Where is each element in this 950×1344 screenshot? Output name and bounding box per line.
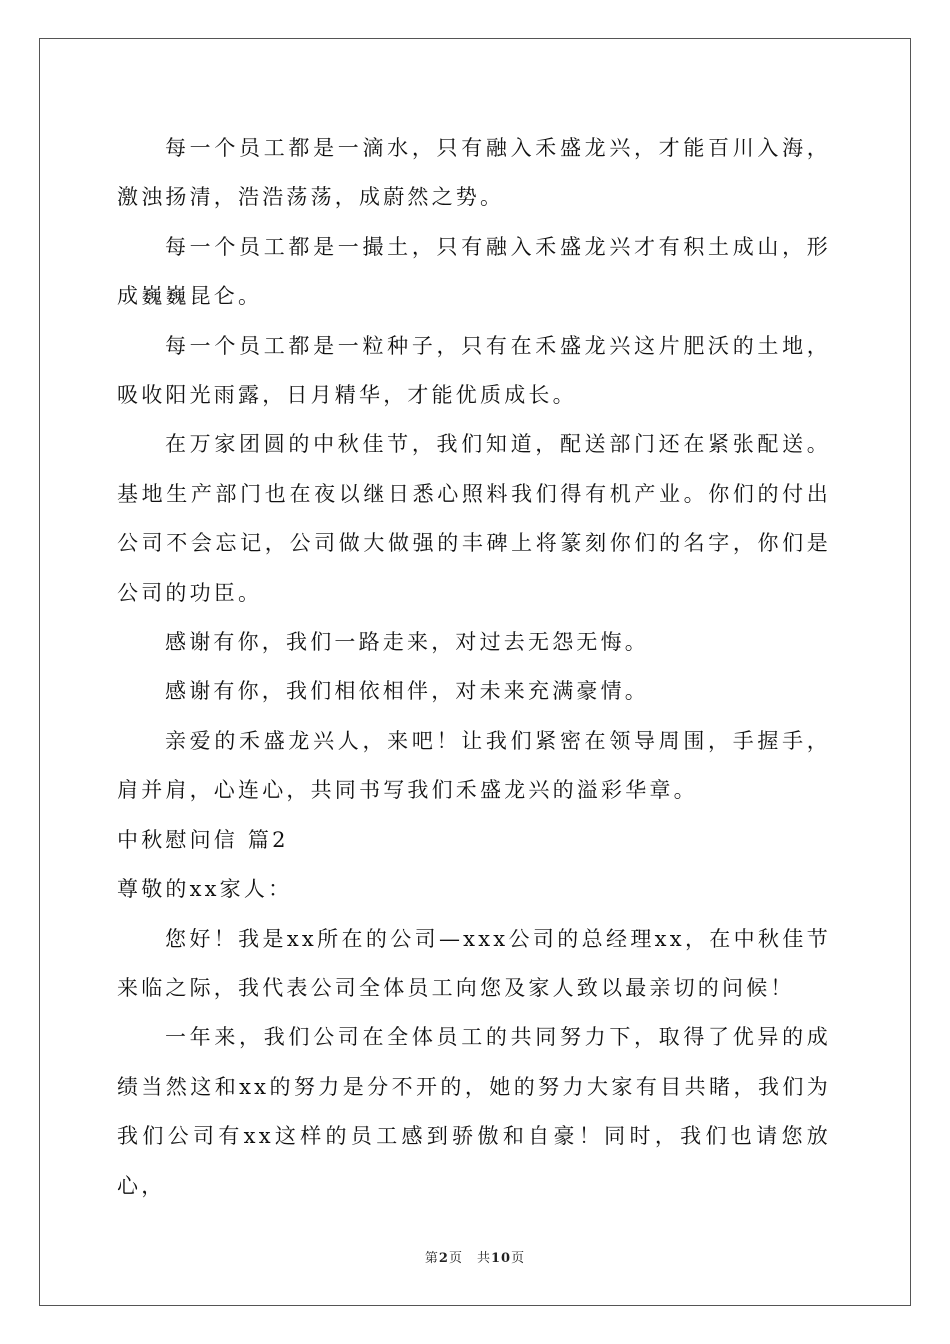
paragraph: 每一个员工都是一撮土，只有融入禾盛龙兴才有积土成山，形成巍巍昆仑。 — [117, 234, 831, 309]
page-footer — [0, 1247, 950, 1266]
paragraph: 感谢有你，我们一路走来，对过去无怨无悔。 — [165, 630, 649, 655]
footer-middle: 页 共 — [448, 1251, 491, 1266]
paragraph: 亲爱的禾盛龙兴人，来吧！让我们紧密在领导周围，手握手，肩并肩，心连心，共同书写我们禾盛龙兴的溢彩华章。 — [117, 728, 831, 803]
total-pages-number: 10 — [490, 1251, 512, 1266]
paragraph: 每一个员工都是一粒种子，只有在禾盛龙兴这片肥沃的土地，吸收阳光雨露，日月精华，才能优质成长。 — [117, 333, 831, 408]
paragraph: 每一个员工都是一滴水，只有融入禾盛龙兴，才能百川入海，激浊扬清，浩浩荡荡，成蔚然之势。 — [117, 136, 831, 210]
section-heading: 中秋慰问信 篇2 — [117, 827, 289, 852]
paragraph: 感谢有你，我们相依相伴，对未来充满豪情。 — [165, 679, 649, 704]
paragraph: 一年来，我们公司在全体员工的共同努力下，取得了优异的成绩当然这和xx的努力是分不开的，她的努力大家有目共睹，我们为我们公司有xx这样的员工感到骄傲和自豪！同时，我们也请您放心， — [117, 1025, 831, 1198]
paragraph: 您好！我是xx所在的公司—xxx公司的总经理xx，在中秋佳节来临之际，我代表公司全体员工向您及家人致以最亲切的问候！ — [117, 926, 831, 1000]
footer-prefix: 第 — [424, 1251, 439, 1266]
salutation: 尊敬的xx家人： — [117, 877, 293, 902]
document-body — [117, 124, 831, 1211]
current-page-number: 2 — [438, 1251, 449, 1266]
footer-suffix: 页 — [511, 1251, 526, 1266]
paragraph: 在万家团圆的中秋佳节，我们知道，配送部门还在紧张配送。基地生产部门也在夜以继日悉心照料我们得有机产业。你们的付出公司不会忘记，公司做大做强的丰碑上将篆刻你们的名字，你们是公司的功臣。 — [117, 432, 831, 605]
